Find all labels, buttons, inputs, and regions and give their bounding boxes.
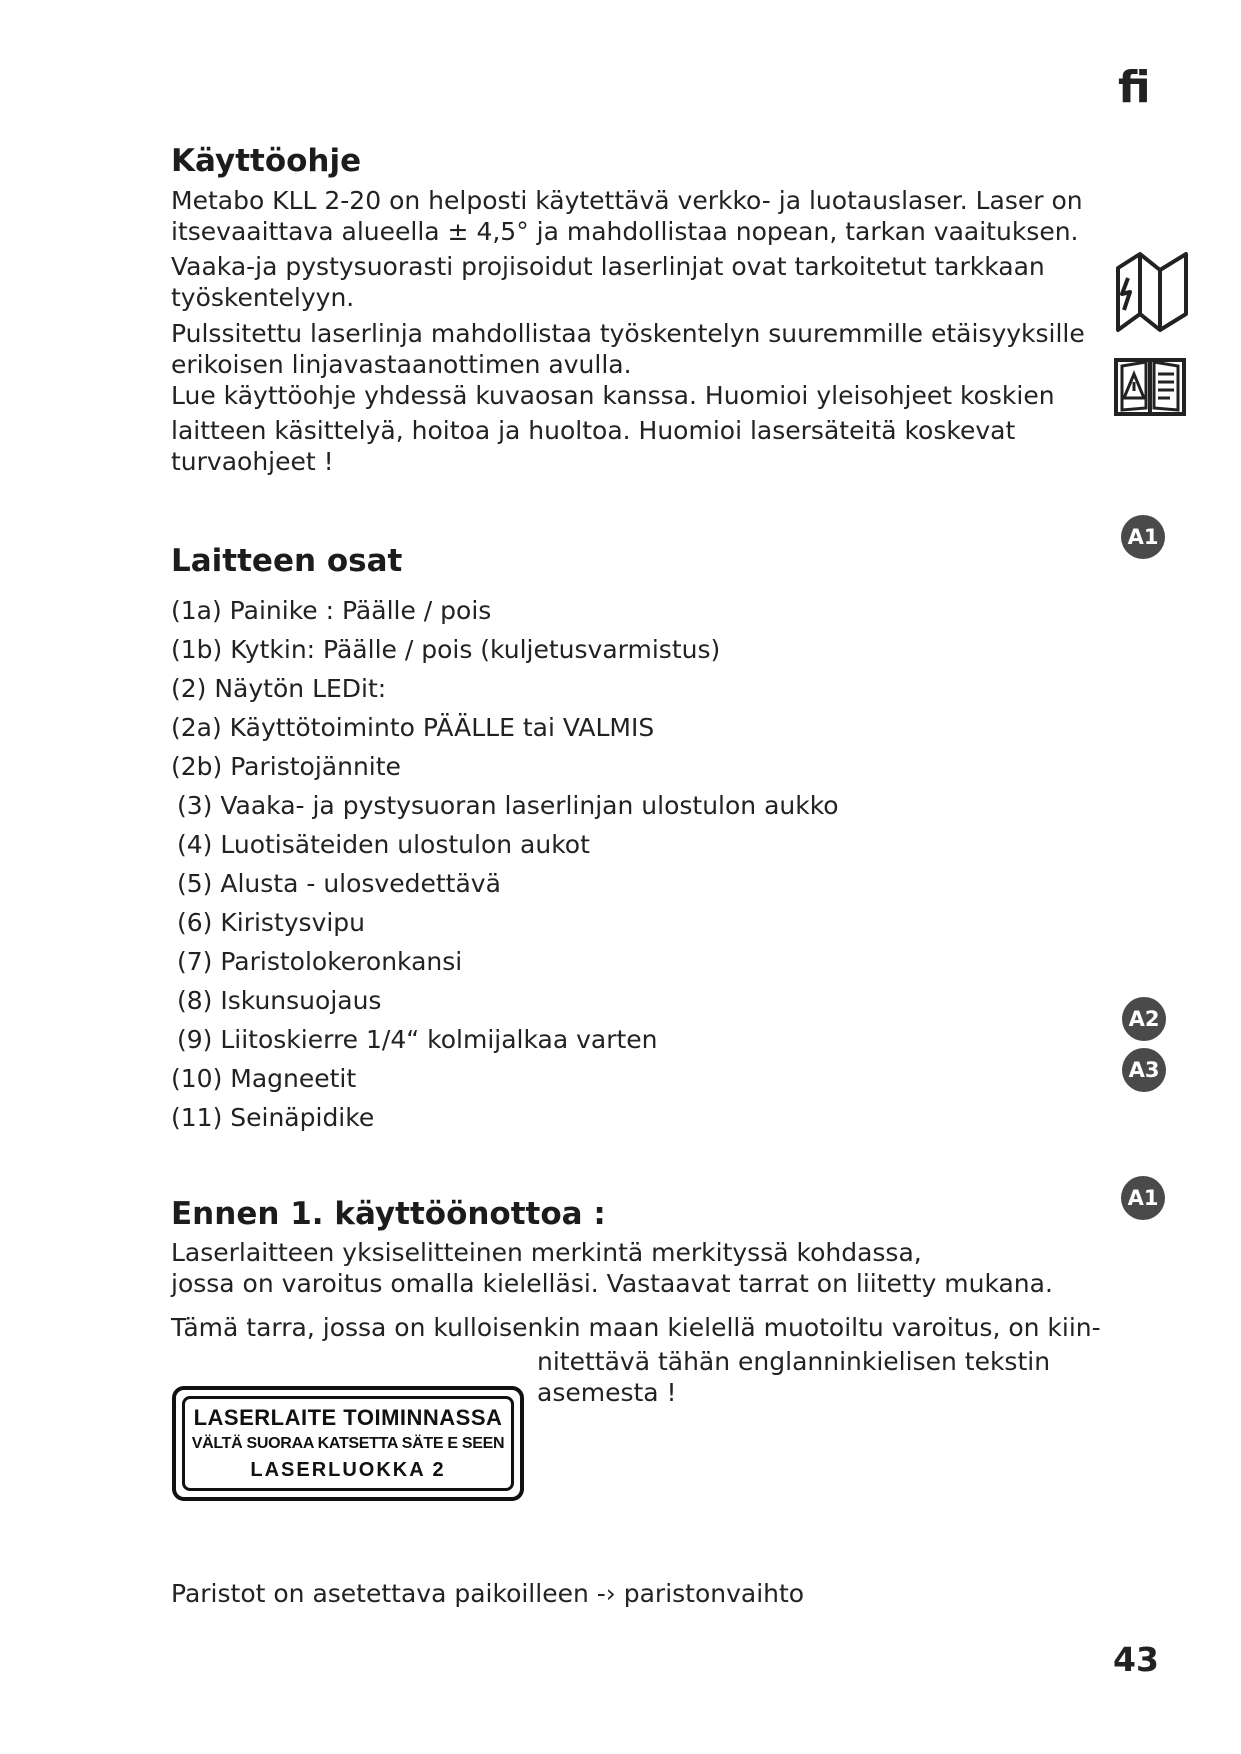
parts-list-item: (1a) Painike : Päälle / pois (171, 596, 492, 625)
manual-book-icon (1112, 352, 1188, 418)
paragraph-line: Tämä tarra, jossa on kulloisenkin maan kielellä muotoiltu varoitus, on kiin- (171, 1313, 1101, 1342)
paragraph-line: Laserlaitteen yksiselitteinen merkintä merkityssä kohdassa, (171, 1238, 922, 1267)
label-line-3: LASERLUOKKA 2 (250, 1458, 446, 1481)
paragraph-line: työskentelyyn. (171, 283, 355, 312)
parts-list-item: (11) Seinäpidike (171, 1103, 375, 1132)
label-line-1: LASERLAITE TOIMINNASSA (193, 1404, 503, 1430)
paragraph-line: Lue käyttöohje yhdessä kuvaosan kanssa. Huomioi yleisohjeet koskien (171, 381, 1055, 410)
label-line-2: VÄLTÄ SUORAA KATSETTA SÄTE E SEEN (191, 1434, 505, 1452)
paragraph-line: Pulssitettu laserlinja mahdollistaa työskentelyn suuremmille etäisyyksille (171, 319, 1085, 348)
battery-note: Paristot on asetettava paikoilleen -› paristonvaihto (171, 1579, 805, 1608)
page-number: 43 (1113, 1640, 1159, 1679)
paragraph-line: erikoisen linjavastaanottimen avulla. (171, 350, 632, 379)
laser-warning-label (172, 1386, 524, 1501)
paragraph-line: nitettävä tähän englanninkielisen tekstin (537, 1347, 1051, 1376)
parts-list-item: (9) Liitoskierre 1/4“ kolmijalkaa varten (177, 1025, 658, 1054)
parts-list-item: (5) Alusta - ulosvedettävä (177, 869, 501, 898)
paragraph-line: itsevaaittava alueella ± 4,5° ja mahdollistaa nopean, tarkan vaaituksen. (171, 217, 1079, 246)
section-title-ennen-kayttoonottoa: Ennen 1. käyttöönottoa : (171, 1196, 606, 1232)
paragraph-line: jossa on varoitus omalla kielelläsi. Vastaavat tarrat on liitetty mukana. (171, 1269, 1053, 1298)
parts-list-item: (4) Luotisäteiden ulostulon aukot (177, 830, 590, 859)
figure-badge-a1: A1 (1121, 1176, 1165, 1220)
paragraph-line: turvaohjeet ! (171, 447, 334, 476)
paragraph-line: laitteen käsittelyä, hoitoa ja huoltoa. Huomioi lasersäteitä koskevat (171, 416, 1016, 445)
figure-badge-a1: A1 (1121, 515, 1165, 559)
paragraph-line: Metabo KLL 2-20 on helposti käytettävä verkko- ja luotauslaser. Laser on (171, 186, 1083, 215)
section-title-kayttoohje: Käyttöohje (171, 143, 362, 179)
parts-list-item: (7) Paristolokeronkansi (177, 947, 463, 976)
map-lightning-icon (1114, 248, 1192, 336)
section-title-laitteen-osat: Laitteen osat (171, 543, 403, 579)
parts-list-item: (8) Iskunsuojaus (177, 986, 382, 1015)
paragraph-line: asemesta ! (537, 1378, 677, 1407)
figure-badge-a3: A3 (1122, 1048, 1166, 1092)
parts-list-item: (2b) Paristojännite (171, 752, 401, 781)
parts-list-item: (2) Näytön LEDit: (171, 674, 387, 703)
figure-badge-a2: A2 (1122, 997, 1166, 1041)
parts-list-item: (6) Kiristysvipu (177, 908, 366, 937)
parts-list-item: (2a) Käyttötoiminto PÄÄLLE tai VALMIS (171, 713, 655, 742)
language-code: fi (1118, 62, 1151, 113)
parts-list-item: (3) Vaaka- ja pystysuoran laserlinjan ulostulon aukko (177, 791, 839, 820)
parts-list-item: (10) Magneetit (171, 1064, 357, 1093)
paragraph-line: Vaaka-ja pystysuorasti projisoidut laserlinjat ovat tarkoitetut tarkkaan (171, 252, 1045, 281)
parts-list-item: (1b) Kytkin: Päälle / pois (kuljetusvarmistus) (171, 635, 721, 664)
